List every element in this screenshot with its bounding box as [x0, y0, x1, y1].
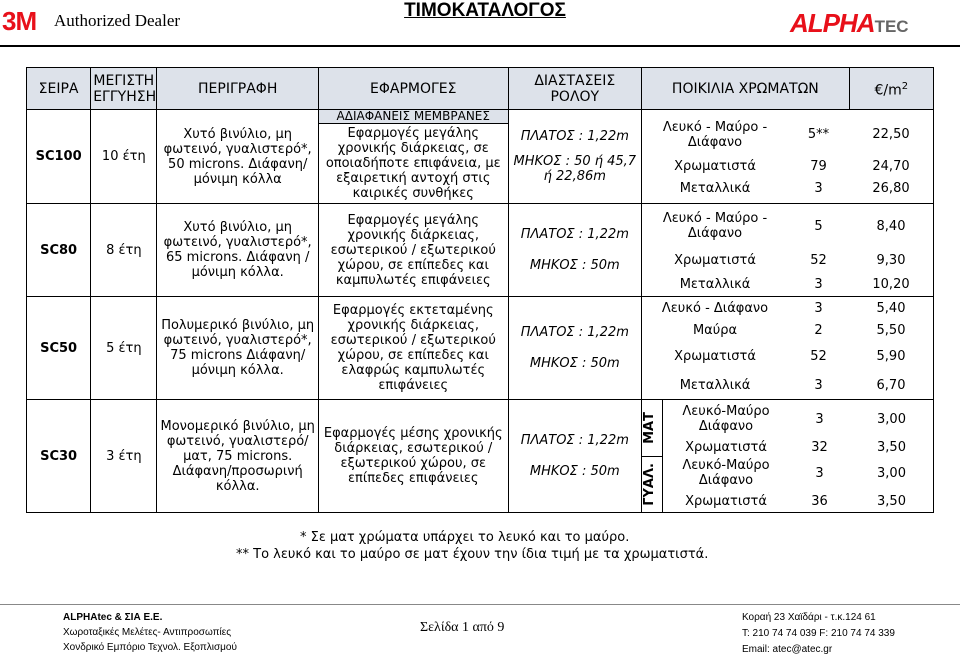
finish-gloss-label: ΓΥΑΛ. — [642, 462, 658, 506]
warranty-sc80: 8 έτη — [91, 204, 157, 297]
length-sc80: ΜΗΚΟΣ : 50m — [529, 258, 620, 273]
warranty-sc100: 10 έτη — [91, 110, 157, 204]
description-sc30: Μονομερικό βινύλιο, μη φωτεινό, γυαλιστερό/ματ, 75 microns. Διάφανη/προσωρινή κόλλα. — [157, 400, 319, 513]
color-name: Λευκό-Μαύρο Διάφανο — [682, 404, 770, 434]
header-applications: ΕΦΑΡΜΟΓΕΣ — [318, 68, 508, 110]
colors-sc30 — [642, 400, 934, 513]
color-price: 24,70 — [872, 158, 910, 174]
color-name: Λευκό - Μαύρο - Διάφανο — [662, 211, 768, 241]
finish-mat-label: ΜΑΤ — [642, 411, 658, 444]
color-count: 5 — [814, 218, 823, 234]
length-sc100: ΜΗΚΟΣ : 50 ή 45,7 ή 22,86m — [513, 154, 637, 184]
authorized-dealer-text: Authorized Dealer — [54, 11, 181, 30]
color-price: 10,20 — [872, 276, 910, 292]
color-count: 52 — [810, 348, 827, 364]
width-sc30: ΠΛΑΤΟΣ : 1,22m — [520, 433, 629, 448]
color-price: 3,50 — [877, 439, 906, 455]
alphatec-logo — [790, 8, 909, 39]
application-sc30: Εφαρμογές μέσης χρονικής διάρκειας, εσωτερικού / εξωτερικού χώρου, σε επίπεδες επιφάνειες — [318, 400, 508, 513]
color-count: 3 — [814, 377, 823, 393]
color-name: Χρωματιστά — [674, 158, 756, 174]
header-price — [849, 68, 933, 110]
color-count: 3 — [814, 180, 823, 196]
dimensions-sc50 — [508, 297, 641, 400]
finish-gloss — [642, 456, 663, 512]
table-header-row — [27, 68, 934, 110]
color-count: 2 — [814, 322, 823, 338]
color-count: 36 — [811, 493, 828, 509]
color-count: 79 — [810, 158, 827, 174]
color-price: 3,00 — [877, 465, 906, 481]
color-price: 9,30 — [876, 252, 906, 268]
width-sc80: ΠΛΑΤΟΣ : 1,22m — [520, 227, 629, 242]
address: Κοραή 23 Χαϊδάρι - τ.κ.124 61 — [742, 612, 876, 623]
header-description: ΠΕΡΙΓΡΑΦΗ — [157, 68, 319, 110]
header-warranty: ΜΕΓΙΣΤΗ ΕΓΓΥΗΣΗ — [91, 68, 157, 110]
color-name: Μεταλλικά — [679, 180, 751, 196]
alpha-logo-text: ALPHA — [790, 8, 875, 38]
dimensions-sc80 — [508, 204, 641, 297]
color-price: 3,00 — [877, 411, 906, 427]
color-name: Μαύρα — [692, 322, 738, 338]
color-name: Λευκό - Διάφανο — [661, 300, 769, 316]
color-name: Χρωματιστά — [674, 252, 756, 268]
section-header-opaque: ΑΔΙΑΦΑΝΕΙΣ ΜΕΜΒΡΑΝΕΣ — [318, 110, 508, 124]
color-price: 8,40 — [876, 218, 906, 234]
series-sc30: SC30 — [27, 400, 91, 513]
warranty-sc50: 5 έτη — [91, 297, 157, 400]
color-price: 22,50 — [872, 127, 910, 142]
header-variety: ΠΟΙΚΙΛΙΑ ΧΡΩΜΑΤΩΝ — [642, 68, 850, 110]
color-count: 3 — [815, 465, 824, 481]
note-mat-price: ** Το λευκό και το μαύρο σε ματ έχουν την ίδια τιμή με τα χρωματιστά. — [236, 547, 709, 562]
header-dimensions: ΔΙΑΣΤΑΣΕΙΣ ΡΟΛΟΥ — [508, 68, 641, 110]
phone-fax: T: 210 74 74 039 F: 210 74 74 339 — [742, 628, 895, 639]
footer-divider — [0, 604, 960, 605]
tec-logo-text: TEC — [874, 17, 909, 36]
dimensions-sc100 — [508, 110, 641, 204]
color-name: Χρωματιστά — [685, 439, 767, 455]
color-name: Λευκό - Μαύρο - Διάφανο — [662, 119, 768, 150]
series-sc100: SC100 — [27, 110, 91, 204]
color-price: 5,90 — [876, 348, 906, 364]
email: Email: atec@atec.gr — [742, 644, 833, 655]
note-mat-colors: * Σε ματ χρώματα υπάρχει το λευκό και το μαύρο. — [300, 530, 630, 545]
price-table — [26, 67, 934, 513]
description-sc50: Πολυμερικό βινύλιο, μη φωτεινό, γυαλιστερό*, 75 microns Διάφανη/μόνιμη κόλλα. — [157, 297, 319, 400]
warranty-sc30: 3 έτη — [91, 400, 157, 513]
color-price: 3,50 — [877, 493, 906, 509]
color-price: 6,70 — [876, 377, 906, 393]
width-sc50: ΠΛΑΤΟΣ : 1,22m — [520, 325, 629, 340]
price-unit-sup: 2 — [901, 80, 909, 92]
description-sc80: Χυτό βινύλιο, μη φωτεινό, γυαλιστερό*, 65 microns. Διάφανη / μόνιμη κόλλα. — [157, 204, 319, 297]
application-sc80: Εφαρμογές μεγάλης χρονικής διάρκειας, εσωτερικού / εξωτερικού χώρου, σε επίπεδες και καμπυλωτές επιφάνειες — [318, 204, 508, 297]
color-price: 26,80 — [872, 180, 910, 196]
color-price: 5,50 — [876, 322, 906, 338]
page-title: ΤΙΜΟΚΑΤΑΛΟΓΟΣ — [404, 0, 566, 21]
color-count: 32 — [811, 439, 828, 455]
color-count: 5** — [807, 127, 830, 142]
application-sc50: Εφαρμογές εκτεταμένης χρονικής διάρκειας, εσωτερικού / εξωτερικού χώρου, σε επίπεδες και ελαφρώς καμπυλωτές επιφάνειες — [318, 297, 508, 400]
series-sc80: SC80 — [27, 204, 91, 297]
series-sc50: SC50 — [27, 297, 91, 400]
color-name: Χρωματιστά — [685, 493, 767, 509]
color-name: Μεταλλικά — [679, 377, 751, 393]
colors-sc50 — [642, 297, 934, 400]
application-sc100: Εφαρμογές μεγάλης χρονικής διάρκειας, σε οποιαδήποτε επιφάνεια, με εξαιρετική αντοχή στις καιρικές συνθήκες — [318, 124, 508, 204]
3m-logo: 3M — [2, 6, 37, 36]
length-sc50: ΜΗΚΟΣ : 50m — [529, 356, 620, 371]
color-count: 3 — [814, 300, 823, 316]
color-price: 5,40 — [876, 300, 906, 316]
header-series: ΣΕΙΡΑ — [27, 68, 91, 110]
finish-mat — [642, 400, 663, 456]
colors-sc100 — [642, 110, 934, 204]
page-number: Σελίδα 1 από 9 — [420, 620, 505, 635]
company-line3: Χονδρικό Εμπόριο Τεχνολ. Εξοπλισμού — [63, 642, 237, 653]
company-line2: Χωροταξικές Μελέτες- Αντιπροσωπίες — [63, 627, 232, 638]
price-unit: €/m — [874, 82, 902, 99]
description-sc100: Χυτό βινύλιο, μη φωτεινό, γυαλιστερό*, 50 microns. Διάφανη/μόνιμη κόλλα — [157, 110, 319, 204]
length-sc30: ΜΗΚΟΣ : 50m — [529, 464, 620, 479]
color-name: Μεταλλικά — [679, 276, 751, 292]
color-name: Λευκό-Μαύρο Διάφανο — [682, 458, 770, 488]
width-sc100: ΠΛΑΤΟΣ : 1,22m — [520, 129, 629, 144]
color-count: 3 — [814, 276, 823, 292]
dimensions-sc30 — [508, 400, 641, 513]
company-name: ALPHAtec & ΣΙΑ Ε.Ε. — [63, 612, 163, 623]
color-name: Χρωματιστά — [674, 348, 756, 364]
color-count: 52 — [810, 252, 827, 268]
color-count: 3 — [815, 411, 824, 427]
header-divider — [0, 45, 960, 47]
colors-sc80 — [642, 204, 934, 297]
